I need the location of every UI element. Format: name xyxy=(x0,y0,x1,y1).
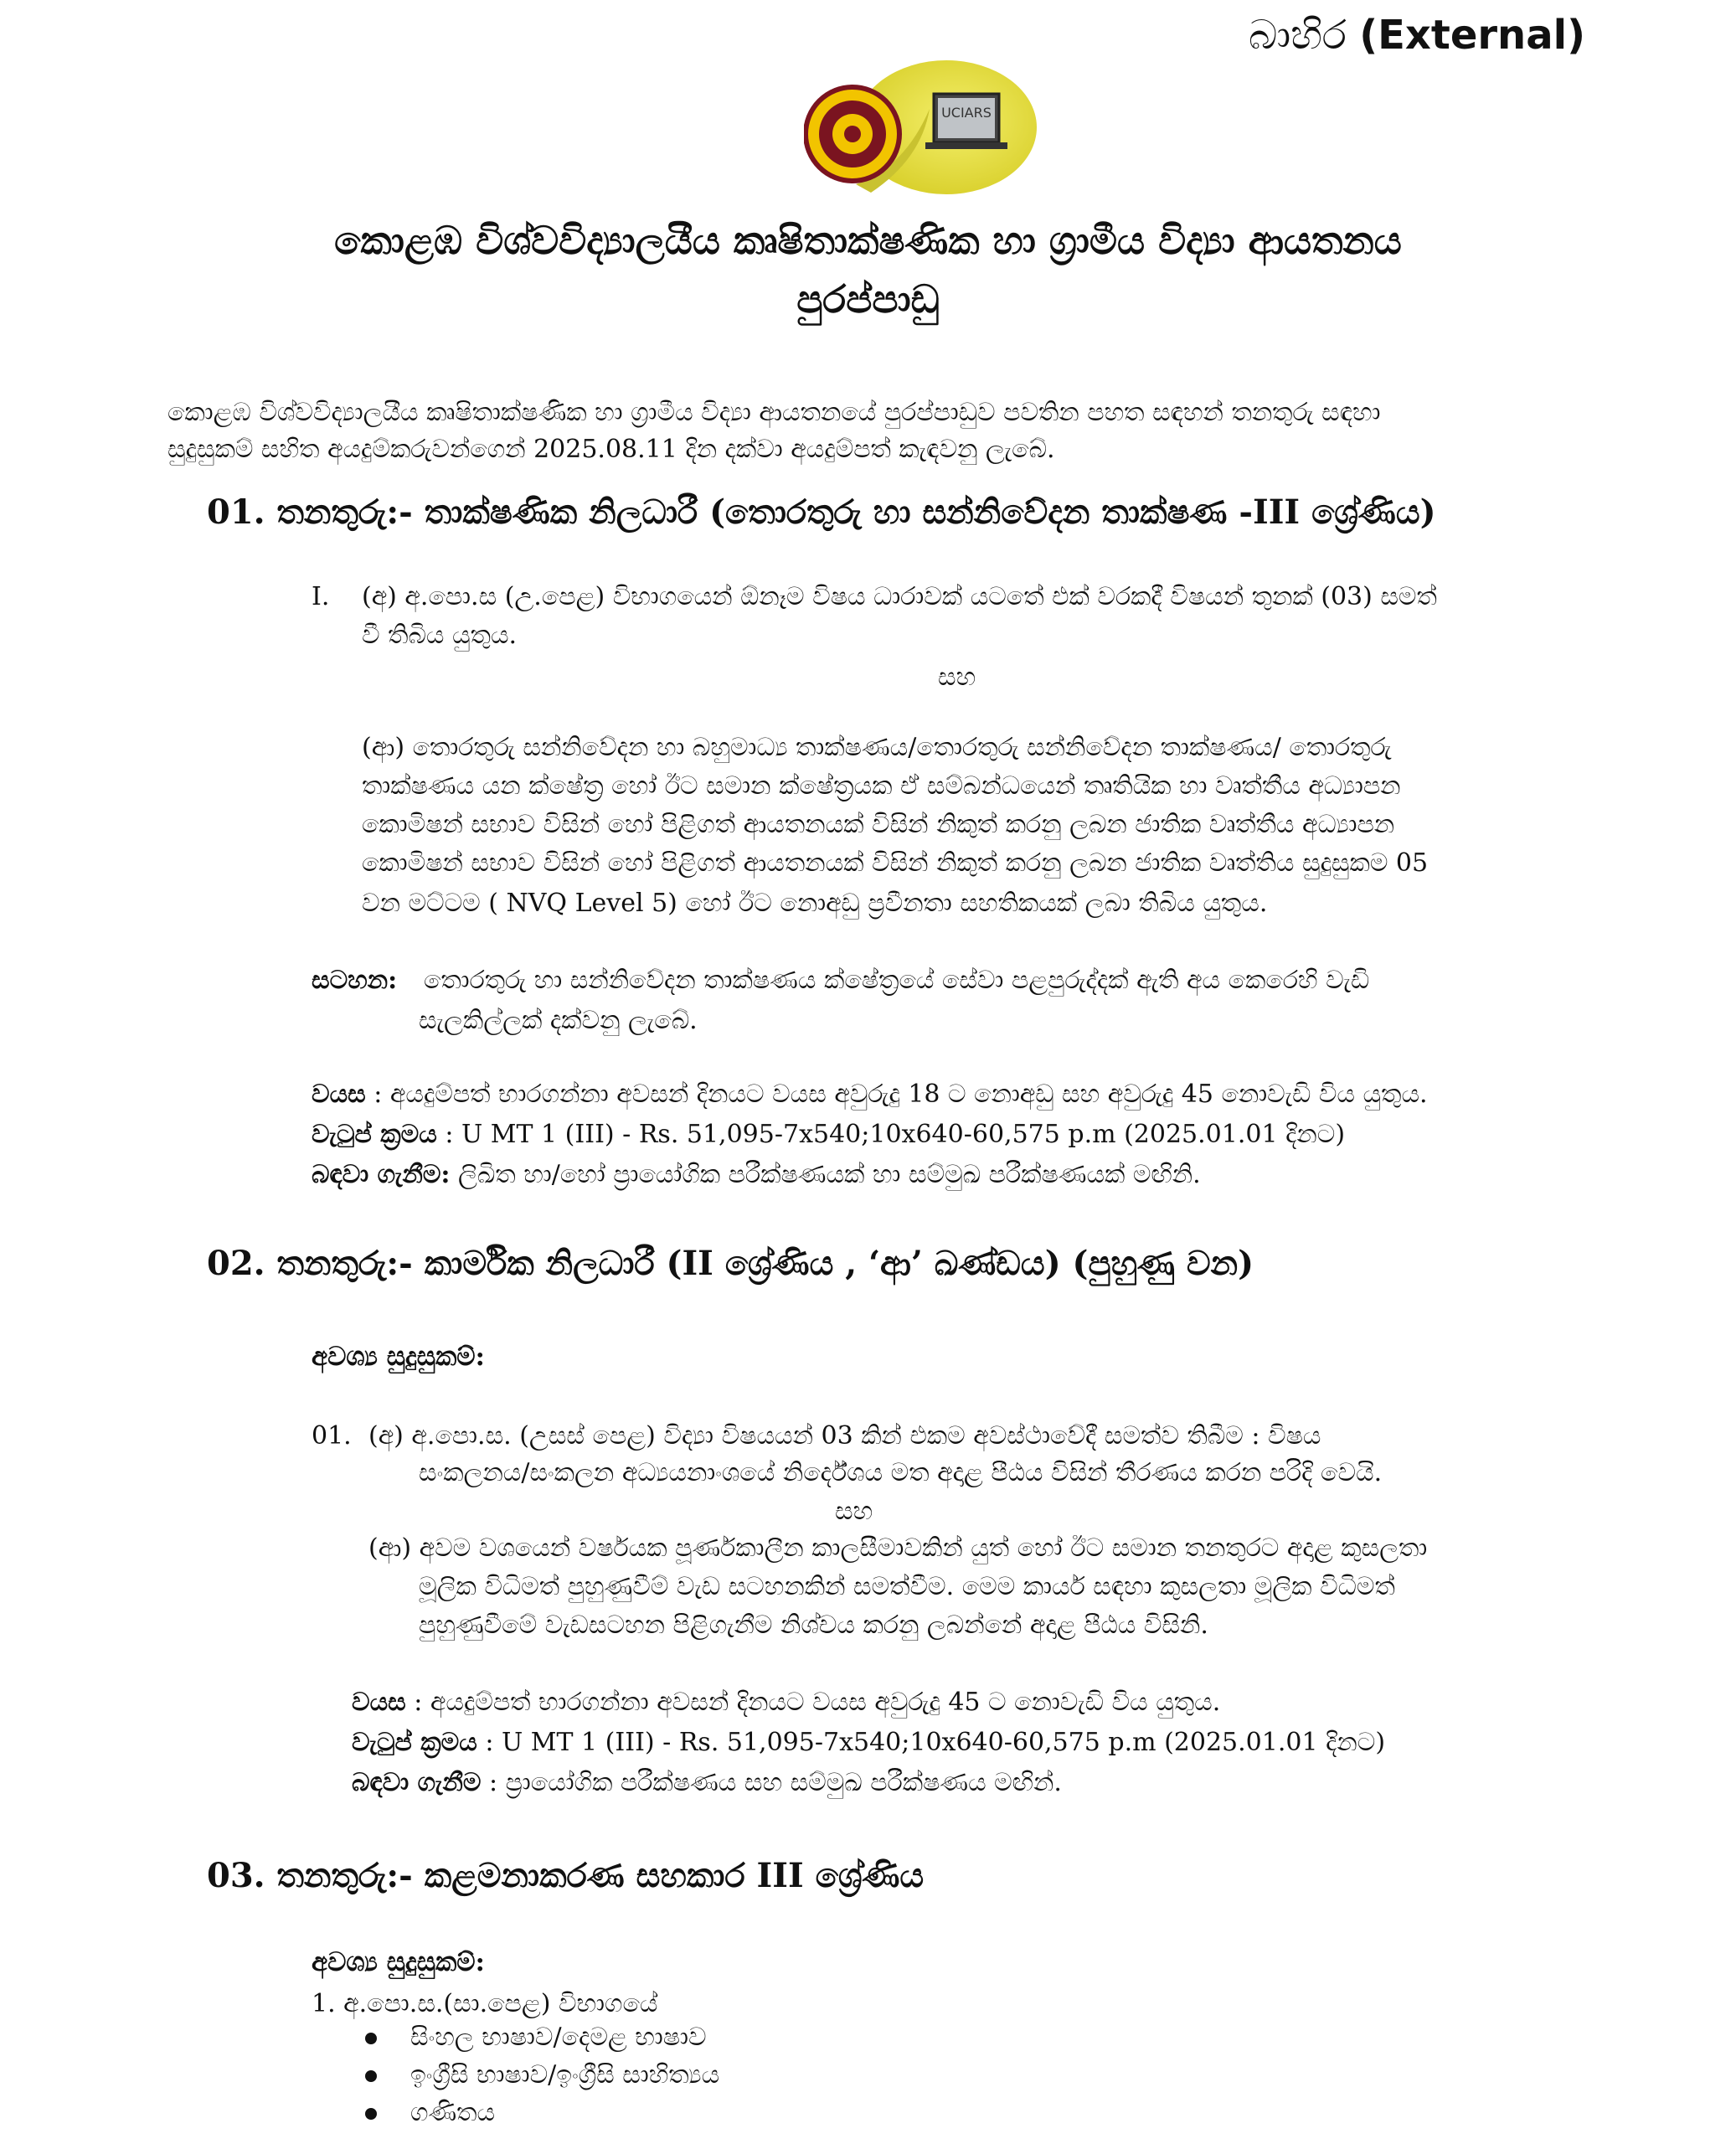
post-2-req-a-line-1: (අ) අ.පො.ස. (උසස් පෙළ) විද්‍යා විෂයයන් 03 කින් එකම අවස්ථාවේදී සමත්ව තිබීම : විෂය xyxy=(368,1421,1321,1451)
post-2-recruitment-text: : ප්‍රායෝගික පරීක්ෂණය සහ සම්මුඛ පරීක්ෂණය මඟින්. xyxy=(488,1768,1062,1797)
post-1-age-text: : අයදුම්පත් භාරගන්නා අවසන් දිනයට වයස අවුරුදු 18 ට නොඅඩු සහ අවුරුදු 45 නොවැඩි විය යුතුය. xyxy=(373,1080,1428,1109)
bullet-icon xyxy=(365,2070,377,2082)
post-1-recruitment-text: ලිඛිත හා/හෝ ප්‍රායෝගික පරීක්ෂණයක් හා සම්මුඛ පරීක්ෂණයක් මඟිනි. xyxy=(458,1160,1201,1189)
post-3-bullet-3 xyxy=(365,2098,495,2127)
post-2-salary-label: වැටුප් ක්‍රමය xyxy=(352,1728,477,1757)
post-1-note-line-2: සැලකිල්ලක් දක්වනු ලැබේ. xyxy=(419,1006,698,1035)
post-3-item-1: 1. අ.පො.ස.(සා.පෙළ) විභාගයේ xyxy=(312,1989,658,2018)
post-2-salary-text: : U MT 1 (III) - Rs. 51,095-7x540;10x640-60,575 p.m (2025.01.01 දිනට) xyxy=(485,1728,1386,1757)
institute-logo xyxy=(804,59,1038,201)
post-1-heading: 01. තනතුරු:- තාක්ෂණික නිලධාරී (තොරතුරු හා සන්නිවේදන තාක්ෂණ -III ශ්‍රේණිය) xyxy=(207,492,1436,532)
post-1-salary xyxy=(312,1116,1345,1154)
post-1-item-number: I. xyxy=(312,582,330,611)
post-1-req-b-line-1: (ආ) තොරතුරු සන්නිවේදන හා බහුමාධ්‍ය තාක්ෂණය/තොරතුරු සන්නිවේදන තාක්ෂණය/ තොරතුරු xyxy=(362,733,1392,762)
post-2-heading: 02. තනතුරු:- කාර්මික නිලධාරී (II ශ්‍රේණිය , ‘ආ’ ඛණ්ඩය) (පුහුණු වන) xyxy=(207,1244,1254,1283)
page-subtitle: පුරප්පාඩු xyxy=(796,276,940,322)
intro-line-1: කොළඹ විශ්වවිද්‍යාලයීය කෘෂිතාක්ෂණික හා ග්‍රාමීය විද්‍යා ආයතනයේ පුරප්පාඩුව පවතින පහත සඳහන් තනතුරු සඳහා xyxy=(167,398,1381,427)
post-2-salary xyxy=(352,1724,1385,1762)
post-1-req-a-line-1: (අ) අ.පො.ස (උ.පෙළ) විභාගයෙන් ඕනෑම විෂය ධාරාවක් යටතේ එක් වරකදී විෂයන් තුනක් (03) සමත් xyxy=(362,582,1437,611)
post-3-requirements-label: අවශ්‍ය සුදුසුකම්: xyxy=(312,1947,485,1977)
post-1-salary-label: වැටුප් ක්‍රමය xyxy=(312,1120,437,1149)
post-1-recruitment xyxy=(312,1156,1201,1194)
post-3-bullet-1 xyxy=(365,2023,707,2052)
post-1-req-b-line-3: කොමිෂන් සභාව විසින් හෝ පිළිගත් ආයතනයක් විසින් නිකුත් කරනු ලබන ජාතික වෘත්තීය අධ්‍යාපන xyxy=(362,810,1395,839)
post-1-and: සහ xyxy=(938,662,976,692)
post-2-req-b-line-2: මූලික විධිමත් පුහුණුවීම් වැඩ සටහනකින් සමත්වීම. මෙම කාර්ය සඳහා කුසලතා මූලික විධිමත් xyxy=(419,1572,1395,1601)
post-2-requirements-label: අවශ්‍ය සුදුසුකම්: xyxy=(312,1342,485,1372)
post-1-age-label: වයස xyxy=(312,1080,366,1109)
post-3-bullet-3-text: ගණිතය xyxy=(410,2098,496,2127)
post-2-age xyxy=(352,1683,1220,1722)
external-tag-en: (External) xyxy=(1359,12,1585,59)
post-3-bullet-1-text: සිංහල භාෂාව/දෙමළ භාෂාව xyxy=(410,2023,707,2052)
post-1-age xyxy=(312,1075,1428,1114)
post-2-req-a-line-2: සංකලනය/සංකලන අධ්‍යයනාංශයේ නිර්දේශය මත අදාළ පීඨය විසින් තීරණය කරන පරිදි වෙයි. xyxy=(419,1458,1383,1487)
external-tag-si: බාහිර xyxy=(1249,12,1347,59)
post-2-req-b-line-3: පුහුණුවීමේ වැඩසටහන පිළිගැනීම නිශ්චය කරනු ලබන්නේ අදාළ පීඨය විසිනි. xyxy=(419,1611,1208,1640)
bullet-icon xyxy=(365,2033,377,2044)
post-1-req-a-line-2: වී තිබිය යුතුය. xyxy=(362,621,518,650)
post-2-and: සහ xyxy=(835,1497,873,1526)
post-2-age-label: වයස xyxy=(352,1688,406,1717)
post-2-req-b-line-1: (ආ) අවම වශයෙන් වර්ෂයක පූර්ණකාලීන කාලසීමාවකින් යුත් හෝ ඊට සමාන තනතුරට අදාළ කුසලතා xyxy=(368,1533,1428,1563)
post-1-salary-text: : U MT 1 (III) - Rs. 51,095-7x540;10x640-60,575 p.m (2025.01.01 දිනට) xyxy=(445,1120,1346,1149)
post-2-recruitment xyxy=(352,1764,1062,1802)
intro-line-2: සුදුසුකම් සහිත අයදුම්කරුවන්ගෙන් 2025.08.11 දින දක්වා අයදුම්පත් කැඳවනු ලැබේ. xyxy=(167,435,1055,464)
bullet-icon xyxy=(365,2108,377,2120)
post-1-req-b-line-2: තාක්ෂණය යන ක්ෂේත්‍ර හෝ ඊට සමාන ක්ෂේත්‍රයක ඒ සම්බන්ධයෙන් තෘතියික හා වෘත්තීය අධ්‍යාපන xyxy=(362,771,1401,801)
post-2-recruitment-label: බඳවා ගැනීම xyxy=(352,1768,482,1797)
logo-text: UCIARS xyxy=(941,105,992,121)
post-1-req-b-line-4: කොමිෂන් සභාව විසින් හෝ පිළිගත් ආයතනයක් විසින් නිකුත් කරනු ලබන ජාතික වෘත්තිය සුදුසුකම 05 xyxy=(362,848,1429,878)
post-2-age-text: : අයදුම්පත් භාරගන්නා අවසන් දිනයට වයස අවුරුදු 45 ට නොවැඩි විය යුතුය. xyxy=(414,1688,1221,1717)
external-tag xyxy=(1249,12,1585,59)
post-1-req-b-line-5: වන මට්ටම ( NVQ Level 5) හෝ ඊට නොඅඩු ප්‍රවීනතා සහතිකයක් ලබා තිබිය යුතුය. xyxy=(362,889,1268,918)
post-1-note-line-1: තොරතුරු හා සන්නිවේදන තාක්ෂණය ක්ෂේත්‍රයේ සේවා පළපුරුද්දක් ඇති අය කෙරෙහි වැඩි xyxy=(424,966,1370,995)
post-1-recruitment-label: බඳවා ගැනීම: xyxy=(312,1160,451,1189)
post-3-bullet-2-text: ඉංග්‍රීසි භාෂාව/ඉංග්‍රීසි සාහිත්‍යය xyxy=(410,2060,720,2090)
post-2-item-number: 01. xyxy=(312,1421,352,1451)
post-1-note-label: සටහන: xyxy=(312,966,398,995)
post-3-heading: 03. තනතුරු:- කළමනාකරණ සහකාර III ශ්‍රේණිය xyxy=(207,1856,925,1895)
page-title: කොළඹ විශ්වවිද්‍යාලයීය කෘෂිතාක්ෂණික හා ග්‍රාමීය විද්‍යා ආයතනය xyxy=(334,218,1402,263)
post-3-bullet-2 xyxy=(365,2060,719,2090)
